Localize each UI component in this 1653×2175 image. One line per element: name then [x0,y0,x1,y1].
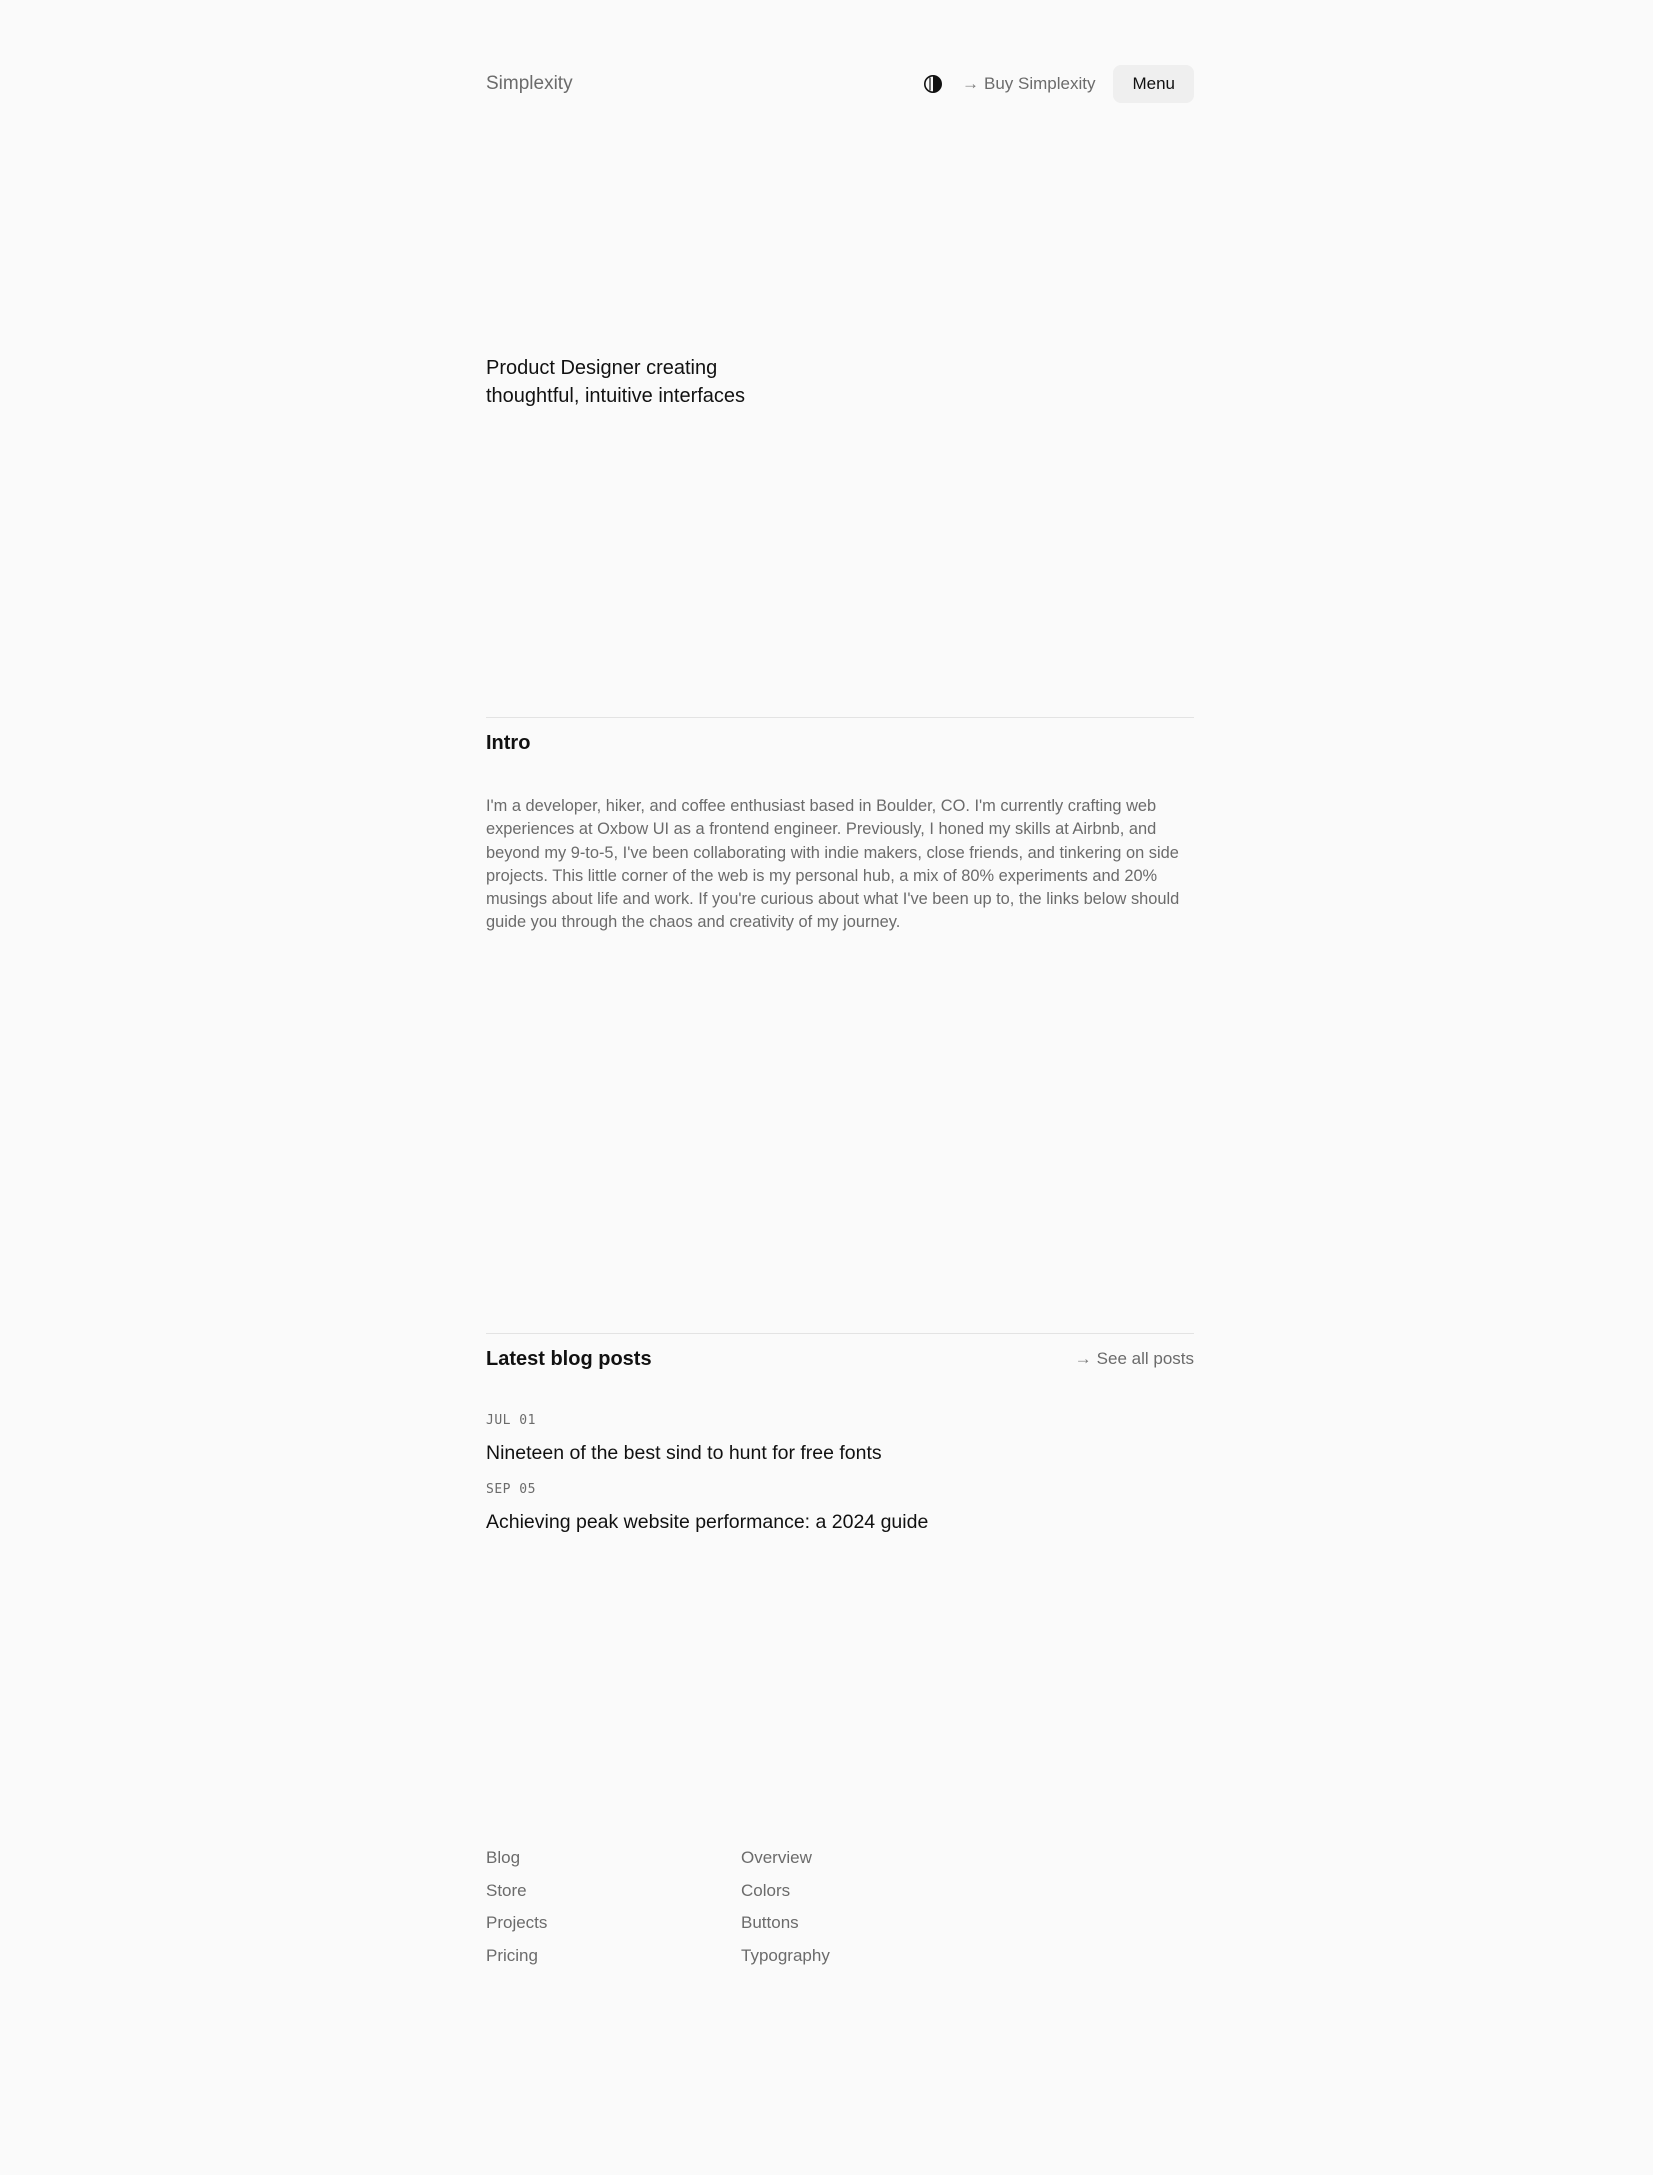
arrow-right-icon: → [961,74,979,93]
section-divider [486,1333,1194,1334]
hero-tagline-line-2: thoughtful, intuitive interfaces [486,385,746,407]
blog-section [486,1333,1194,1551]
blog-header [486,1347,1194,1371]
footer-link-colors[interactable]: Colors [741,1880,791,1900]
see-all-posts-link[interactable] [1075,1349,1194,1369]
footer-link-typography[interactable]: Typography [741,1946,830,1966]
footer-nav-secondary [741,1848,830,1979]
post-list [486,1413,1194,1534]
footer-link-projects[interactable]: Projects [486,1913,548,1933]
arrow-right-icon: → [1074,1349,1092,1368]
hero-tagline-line-1: Product Designer creating [486,357,718,379]
see-all-posts-label: See all posts [1096,1349,1194,1368]
post-title-link[interactable]: Nineteen of the best sind to hunt for free fonts [486,1442,882,1464]
footer-link-buttons[interactable]: Buttons [741,1913,799,1933]
header-actions [922,65,1194,103]
buy-simplexity-label: Buy Simplexity [983,74,1096,93]
blog-title: Latest blog posts [486,1348,652,1370]
contrast-icon[interactable] [922,73,944,95]
footer-nav-primary [486,1848,741,1979]
site-header [486,64,1194,104]
footer-link-store[interactable]: Store [486,1880,527,1900]
footer-link-pricing[interactable]: Pricing [486,1946,538,1966]
footer-link-blog[interactable]: Blog [486,1848,521,1867]
buy-simplexity-link[interactable] [962,74,1095,94]
post-date: JUL 01 [486,1413,536,1428]
post-title-link[interactable]: Achieving peak website performance: a 2024 guide [486,1511,929,1533]
site-footer [486,1848,1194,1979]
menu-button[interactable]: Menu [1113,65,1194,103]
post-item [486,1413,1194,1465]
hero [486,354,1194,410]
post-item [486,1482,1194,1534]
intro-text: I'm a developer, hiker, and coffee enthusiast based in Boulder, CO. I'm currently crafting web experiences at Oxbow UI as a frontend engineer. Previously, I honed my skills at Airbnb, and beyond my 9-to-5, I've been collaborating with indie makers, close friends, and tinkering on side projects. This little corner of the web is my personal hub, a mix of 80% experiments and 20% musings about life and work. If you're curious about what I've been up to, the links below should guide you through the chaos and creativity of my journey. [486,797,1180,932]
post-date: SEP 05 [486,1482,536,1497]
section-divider [486,717,1194,718]
footer-link-overview[interactable]: Overview [741,1848,812,1867]
brand-link[interactable]: Simplexity [486,73,573,94]
intro-section [486,717,1194,935]
intro-title: Intro [486,732,531,754]
